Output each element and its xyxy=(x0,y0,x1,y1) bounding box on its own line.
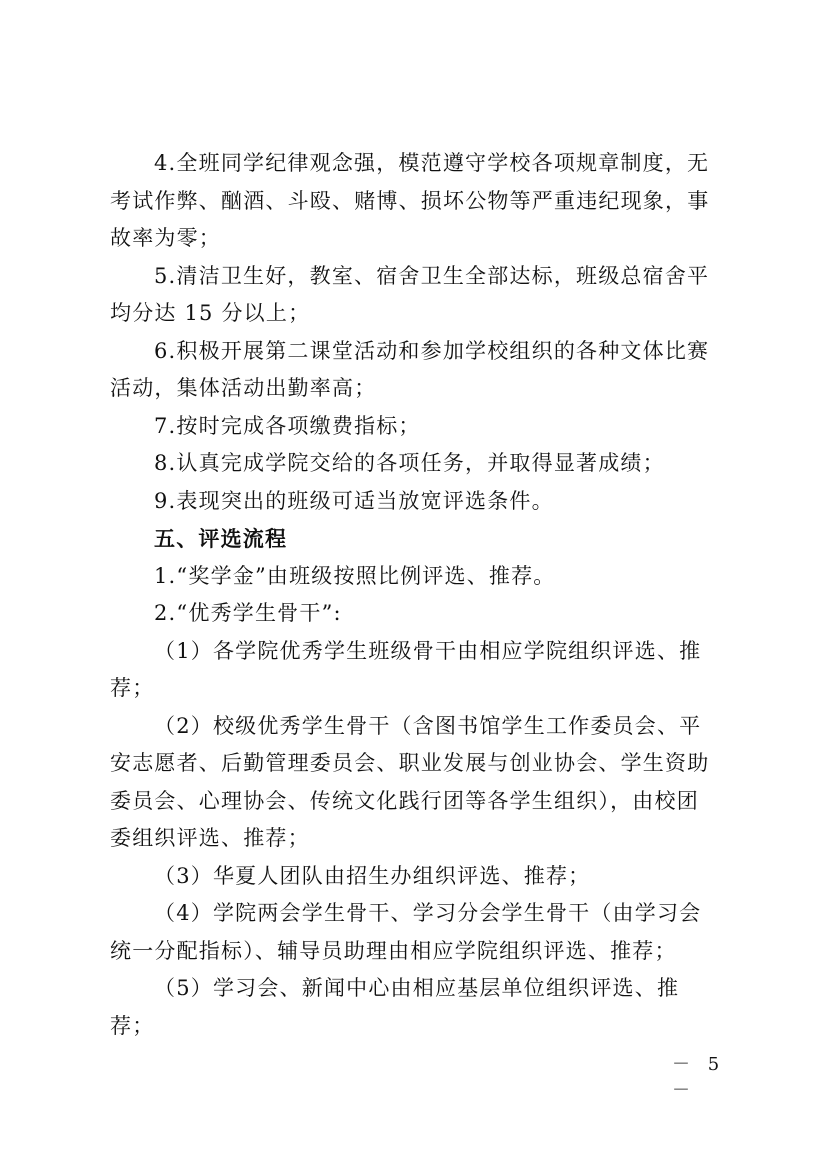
paragraph-sub-4: （4）学院两会学生骨干、学习分会学生骨干（由学习会统一分配指标）、辅导员助理由相应学院组织评选、推荐； xyxy=(110,901,702,963)
page-number: － 5 － xyxy=(672,1054,726,1101)
paragraph-outstanding-cadres: 2.“优秀学生骨干”: xyxy=(154,601,342,625)
paragraph-sub-1: （1）各学院优秀学生班级骨干由相应学院组织评选、推荐； xyxy=(110,638,702,700)
section-heading: 五、评选流程 xyxy=(154,526,288,551)
paragraph-scholarship: 1.“奖学金”由班级按照比例评选、推荐。 xyxy=(154,563,556,588)
paragraph-sub-2: （2）校级优秀学生骨干（含图书馆学生工作委员会、平安志愿者、后勤管理委员会、职业发展与创业协会、学生资助委员会、心理协会、传统文化践行团等各学生组织），由校团委组织评选、推荐； xyxy=(110,713,710,850)
paragraph-item-7: 7.按时完成各项缴费指标； xyxy=(154,413,421,438)
document-body xyxy=(110,145,720,1045)
paragraph-item-5: 5.清洁卫生好，教室、宿舍卫生全部达标，班级总宿舍平均分达 15 分以上； xyxy=(110,263,710,325)
paragraph-item-4: 4.全班同学纪律观念强，模范遵守学校各项规章制度，无考试作弊、酗酒、斗殴、赌博、损坏公物等严重违纪现象，事故率为零； xyxy=(110,151,710,250)
paragraph-item-6: 6.积极开展第二课堂活动和参加学校组织的各种文体比赛活动，集体活动出勤率高； xyxy=(110,338,710,400)
paragraph-item-8: 8.认真完成学院交给的各项任务，并取得显著成绩； xyxy=(154,451,665,475)
paragraph-sub-5: （5）学习会、新闻中心由相应基层单位组织评选、推荐； xyxy=(110,976,680,1038)
paragraph-sub-3: （3）华夏人团队由招生办组织评选、推荐； xyxy=(154,863,591,888)
paragraph-item-9: 9.表现突出的班级可适当放宽评选条件。 xyxy=(154,488,554,513)
